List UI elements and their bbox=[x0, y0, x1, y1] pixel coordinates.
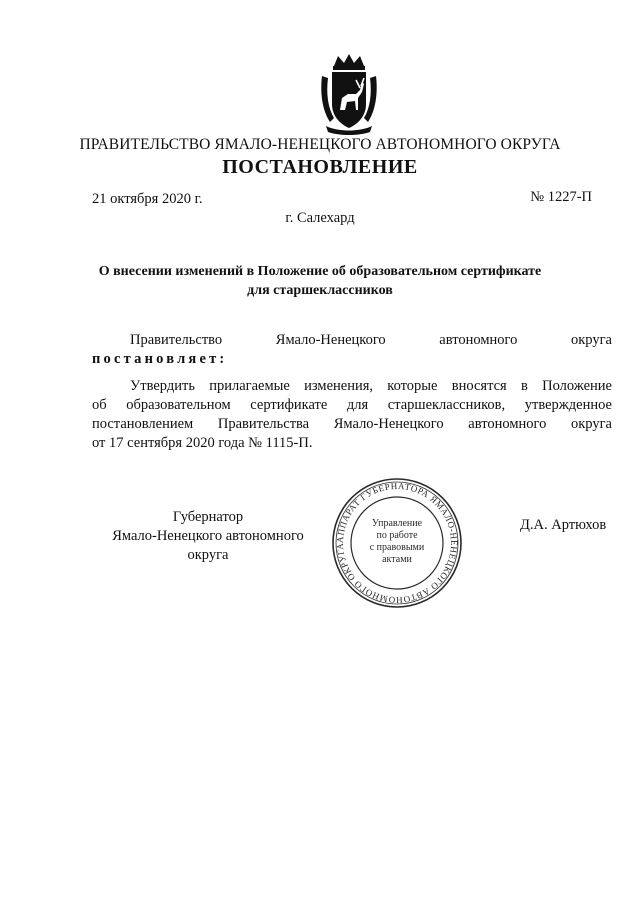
body-line: Утвердить прилагаемые изменения, которые вносятся в Положение bbox=[130, 378, 612, 394]
document-city: г. Салехард bbox=[285, 210, 355, 226]
signer-name: Д.А. Артюхов bbox=[520, 517, 607, 533]
government-title: ПРАВИТЕЛЬСТВО ЯМАЛО-НЕНЕЦКОГО АВТОНОМНОГО ОКРУГА bbox=[79, 136, 561, 153]
preamble-subject bbox=[92, 331, 612, 350]
signer-region: Ямало-Ненецкого автономного округа bbox=[112, 528, 304, 563]
document-number: № 1227-П bbox=[530, 189, 592, 205]
official-stamp bbox=[330, 476, 464, 610]
resolution-body bbox=[92, 377, 612, 453]
stamp-center-line: с правовыми bbox=[369, 542, 425, 553]
body-line: об образовательном сертификате для старшеклассников, утвержденное bbox=[92, 397, 612, 413]
yamal-coat-of-arms-icon bbox=[318, 52, 380, 136]
preamble-word: Правительство bbox=[130, 332, 223, 348]
body-line: постановлением Правительства Ямало-Ненецкого автономного округа bbox=[92, 416, 612, 432]
preamble-verb: постановляет: bbox=[92, 351, 228, 367]
document-type: ПОСТАНОВЛЕНИЕ bbox=[222, 156, 418, 178]
signer-position: Губернатор bbox=[172, 509, 244, 525]
body-line: от 17 сентября 2020 года № 1115-П. bbox=[92, 435, 313, 451]
preamble-word: Ямало-Ненецкого bbox=[275, 332, 386, 348]
stamp-center-line: по работе bbox=[376, 530, 418, 541]
preamble-word: округа bbox=[571, 332, 612, 348]
document-date: 21 октября 2020 г. bbox=[92, 191, 203, 207]
preamble bbox=[92, 331, 612, 369]
signer-title bbox=[92, 508, 324, 565]
stamp-ring-text: АППАРАТ ГУБЕРНАТОРА ЯМАЛО-НЕНЕЦКОГО АВТОНОМНОГО ОКРУГА bbox=[334, 480, 460, 606]
preamble-word: автономного bbox=[439, 332, 518, 348]
stamp-center-line: Управление bbox=[371, 518, 423, 529]
document-subject bbox=[60, 262, 580, 300]
subject-line: О внесении изменений в Положение об образовательном сертификате bbox=[98, 264, 542, 279]
subject-line: для старшеклассников bbox=[247, 283, 393, 298]
stamp-center-line: актами bbox=[382, 554, 412, 565]
